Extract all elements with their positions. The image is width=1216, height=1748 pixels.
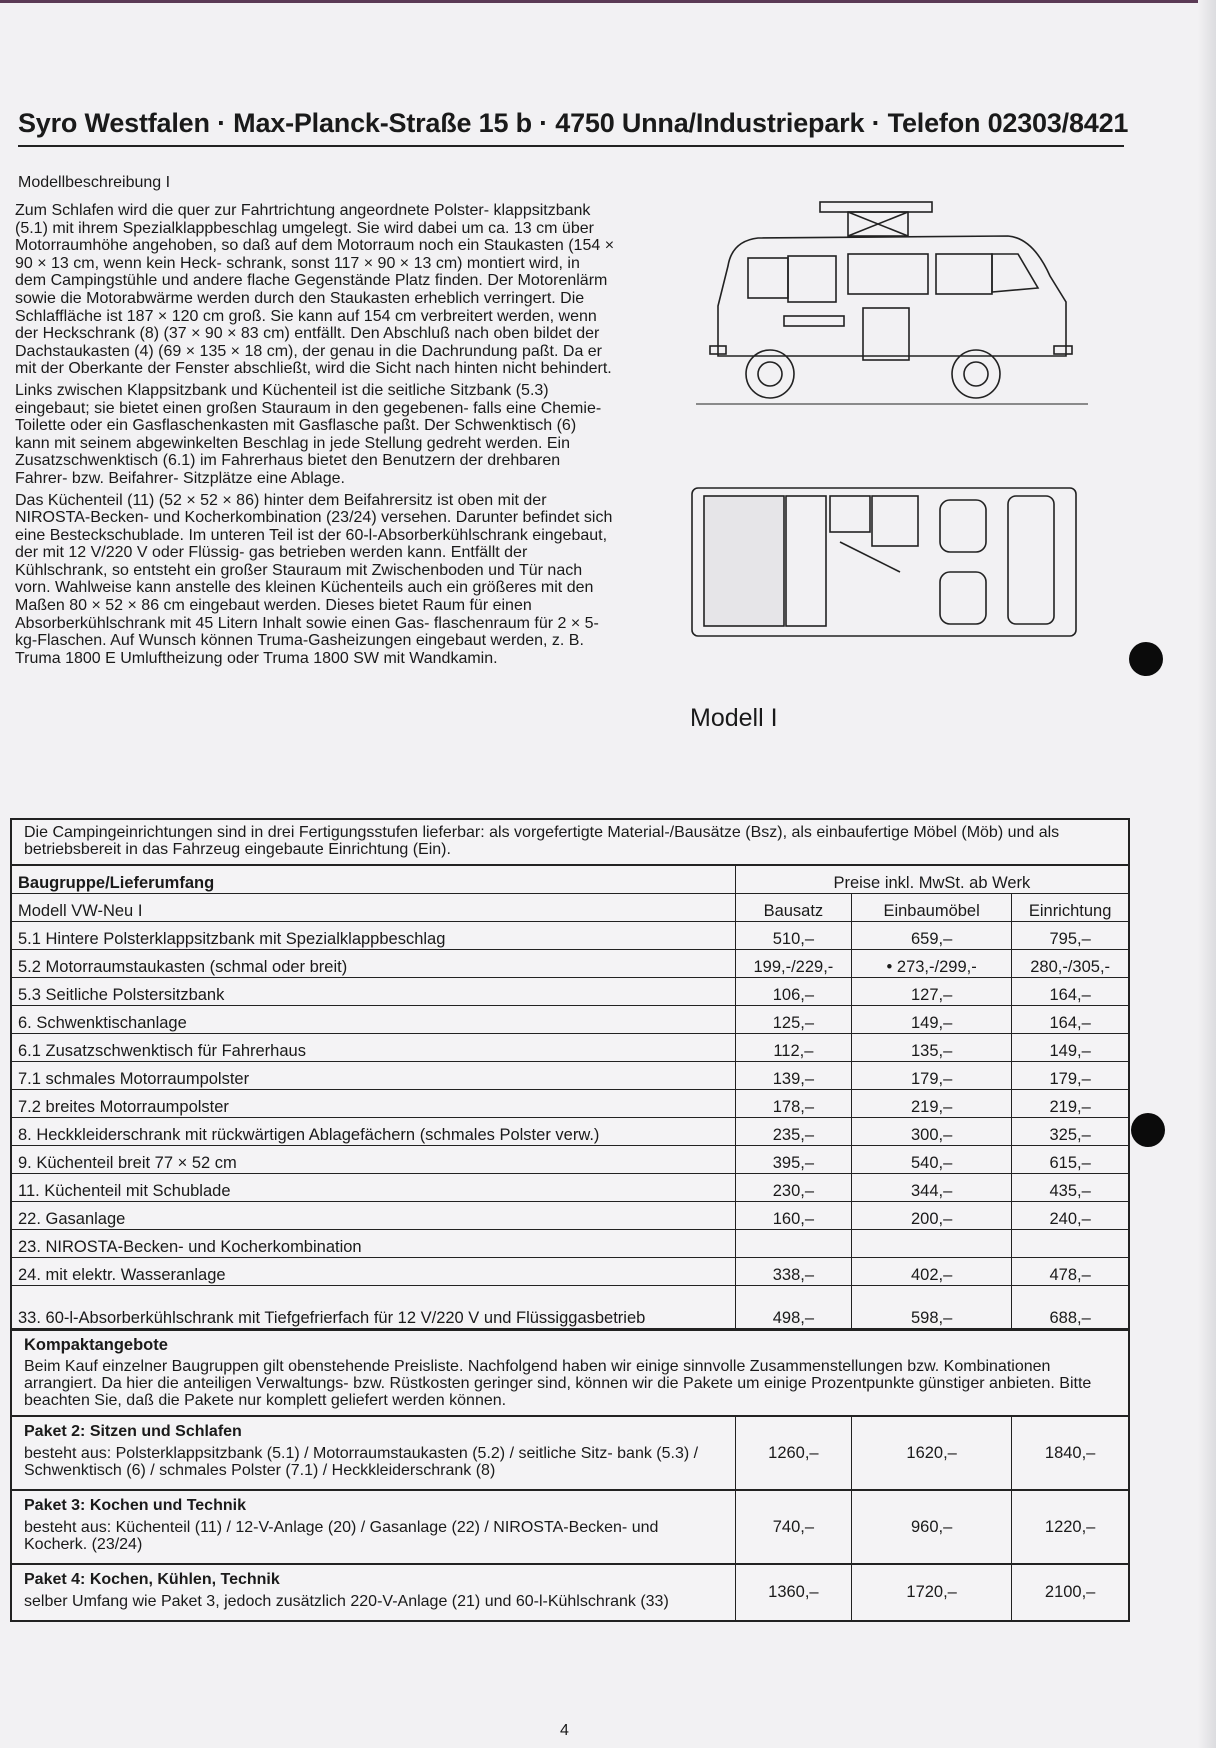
row-label: 6.1 Zusatzschwenktisch für Fahrerhaus <box>12 1034 735 1062</box>
package-row <box>12 1490 1128 1564</box>
compact-offers-text: Beim Kauf einzelner Baugruppen gilt obenstehende Preisliste. Nachfolgend haben wir einige sinnvolle Zusammenstellungen bzw. Kombinationen arrangiert. Da hier die anteiligen Verwaltungs- bzw. Rüstkosten geringer sind, können wir die Pakete um einige Prozentpunkte günstiger anbieten. Bitte beachten Sie, daß die Pakete nur komplett geliefert werden können. <box>24 1358 1092 1409</box>
price-einrichtung: 1840,– <box>1012 1416 1128 1490</box>
price-einbaumoebel: 200,– <box>851 1202 1011 1230</box>
price-bausatz: 510,– <box>735 922 851 950</box>
price-einrichtung: 435,– <box>1012 1174 1128 1202</box>
price-einbaumoebel: 127,– <box>851 978 1011 1006</box>
price-bausatz: 230,– <box>735 1174 851 1202</box>
model-row-label: Modell VW-Neu I <box>12 894 735 922</box>
row-label: 11. Küchenteil mit Schublade <box>12 1174 735 1202</box>
table-row <box>12 950 1128 978</box>
price-bausatz: 112,– <box>735 1034 851 1062</box>
page-top-border <box>0 0 1216 3</box>
price-bausatz: 139,– <box>735 1062 851 1090</box>
description-paragraph: Zum Schlafen wird die quer zur Fahrtrichtung angeordnete Polster- klappsitzbank (5.1) mit ihrem Spezialklappbeschlag umgelegt. Sie wird dabei um ca. 13 cm über Motorraumhöhe angehoben, so daß auf dem Motorraum noch ein Staukasten (154 × 90 × 13 cm, wenn kein Heck- schrank, sonst 117 × 90 × 13 cm) montiert wird, in dem Campingstühle und andere flache Gegenstände Platz finden. Der Motorenlärm sowie die Motorabwärme werden durch den Staukasten erheblich verringert. Die Schlaffläche ist 187 × 120 cm groß. Sie kann auf 154 cm verbreitert werden, wenn der Heckschrank (8) (37 × 90 × 83 cm) entfällt. Den Abschluß nach oben bildet der Dachstaukasten (4) (69 × 135 × 18 cm), der genau in die Dachrundung paßt. Da er mit der Oberkante der Fenster abschließt, wird die Sicht nach hinten nicht behindert. <box>15 202 615 378</box>
price-einrichtung: 688,– <box>1012 1286 1128 1329</box>
table-row <box>12 922 1128 950</box>
table-row <box>12 1202 1128 1230</box>
price-bausatz: 160,– <box>735 1202 851 1230</box>
van-floorplan-drawing <box>690 482 1080 642</box>
price-bausatz <box>735 1230 851 1258</box>
price-bausatz: 125,– <box>735 1006 851 1034</box>
package-row <box>12 1564 1128 1620</box>
price-einrichtung: 280,-/305,- <box>1012 950 1128 978</box>
price-einbaumoebel: • 273,-/299,- <box>851 950 1011 978</box>
price-einbaumoebel: 135,– <box>851 1034 1011 1062</box>
row-label: 9. Küchenteil breit 77 × 52 cm <box>12 1146 735 1174</box>
package-text: besteht aus: Küchenteil (11) / 12-V-Anlage (20) / Gasanlage (22) / NIROSTA-Becken- und Kocherk. (23/24) <box>24 1519 659 1553</box>
row-label: 5.2 Motorraumstaukasten (schmal oder breit) <box>12 950 735 978</box>
price-einbaumoebel: 659,– <box>851 922 1011 950</box>
price-einrichtung <box>1012 1230 1128 1258</box>
row-label: 7.1 schmales Motorraumpolster <box>12 1062 735 1090</box>
table-row <box>12 1090 1128 1118</box>
column-header-einrichtung: Einrichtung <box>1012 894 1128 922</box>
package-table <box>12 1415 1128 1620</box>
price-bausatz: 498,– <box>735 1286 851 1329</box>
table-row <box>12 1230 1128 1258</box>
price-bausatz: 338,– <box>735 1258 851 1286</box>
price-einbaumoebel: 402,– <box>851 1258 1011 1286</box>
package-title: Paket 3: Kochen und Technik <box>24 1497 246 1514</box>
table-row <box>12 1146 1128 1174</box>
package-text: selber Umfang wie Paket 3, jedoch zusätzlich 220-V-Anlage (21) und 60-l-Kühlschrank (33) <box>24 1593 669 1610</box>
table-row <box>12 1062 1128 1090</box>
price-einrichtung: 1220,– <box>1012 1490 1128 1564</box>
price-table <box>10 818 1130 1622</box>
price-einbaumoebel: 540,– <box>851 1146 1011 1174</box>
compact-offers <box>12 1329 1128 1415</box>
package-title: Paket 2: Sitzen und Schlafen <box>24 1423 242 1440</box>
row-label: 6. Schwenktischanlage <box>12 1006 735 1034</box>
page-edge-shadow <box>1198 0 1216 1748</box>
column-header-bausatz: Bausatz <box>735 894 851 922</box>
price-einbaumoebel <box>851 1230 1011 1258</box>
column-group-header: Baugruppe/Lieferumfang <box>12 866 735 894</box>
table-row <box>12 1034 1128 1062</box>
table-intro: Die Campingeinrichtungen sind in drei Fertigungsstufen lieferbar: als vorgefertigte Material-/Bausätze (Bsz), als einbaufertige Möbel (Möb) und als betriebsbereit in das Fahrzeug eingebaute Einrichtung (Ein). <box>12 820 1128 866</box>
description-paragraph: Links zwischen Klappsitzbank und Küchenteil ist die seitliche Sitzbank (5.3) eingebaut; sie bietet einen großen Stauraum in den gegebenen- falls eine Chemie-Toilette oder ein Gasflaschenkasten mit Gasflasche paßt. Der Schwenktisch (6) kann mit seinem abgewinkelten Beschlag in jede Stellung gedreht werden. Ein Zusatzschwenktisch (6.1) im Fahrerhaus bietet den Benutzern der drehbaren Fahrer- bzw. Beifahrer- Sitzplätze eine Ablage. <box>15 381 602 487</box>
price-einbaumoebel: 149,– <box>851 1006 1011 1034</box>
price-einbaumoebel: 1620,– <box>851 1416 1011 1490</box>
description-text <box>15 202 615 671</box>
price-bausatz: 199,-/229,- <box>735 950 851 978</box>
price-header: Preise inkl. MwSt. ab Werk <box>735 866 1128 894</box>
price-einrichtung: 149,– <box>1012 1034 1128 1062</box>
row-label: 7.2 breites Motorraumpolster <box>12 1090 735 1118</box>
price-bausatz: 106,– <box>735 978 851 1006</box>
package-row <box>12 1416 1128 1490</box>
price-bausatz: 1360,– <box>735 1564 851 1620</box>
price-einrichtung: 240,– <box>1012 1202 1128 1230</box>
row-label: 23. NIROSTA-Becken- und Kocherkombination <box>12 1230 735 1258</box>
punch-hole <box>1131 1113 1165 1147</box>
price-einbaumoebel: 1720,– <box>851 1564 1011 1620</box>
price-einrichtung: 615,– <box>1012 1146 1128 1174</box>
price-einbaumoebel: 300,– <box>851 1118 1011 1146</box>
row-label: 24. mit elektr. Wasseranlage <box>12 1258 735 1286</box>
package-text: besteht aus: Polsterklappsitzbank (5.1) / Motorraumstaukasten (5.2) / seitliche Sitz- bank (5.3) / Schwenktisch (6) / schmales Polster (7.1) / Heckkleiderschrank (8) <box>24 1445 699 1479</box>
price-einbaumoebel: 960,– <box>851 1490 1011 1564</box>
price-bausatz: 178,– <box>735 1090 851 1118</box>
price-einrichtung: 164,– <box>1012 978 1128 1006</box>
compact-offers-title: Kompaktangebote <box>24 1336 168 1354</box>
van-side-view-drawing <box>688 196 1098 411</box>
table-row <box>12 1118 1128 1146</box>
price-einrichtung: 179,– <box>1012 1062 1128 1090</box>
price-bausatz: 395,– <box>735 1146 851 1174</box>
price-einrichtung: 325,– <box>1012 1118 1128 1146</box>
price-list <box>12 866 1128 1329</box>
price-einrichtung: 2100,– <box>1012 1564 1128 1620</box>
price-bausatz: 1260,– <box>735 1416 851 1490</box>
table-row <box>12 978 1128 1006</box>
row-label: 22. Gasanlage <box>12 1202 735 1230</box>
model-description-label: Modellbeschreibung I <box>18 174 171 191</box>
punch-hole <box>1129 642 1163 676</box>
row-label: 5.3 Seitliche Polstersitzbank <box>12 978 735 1006</box>
page-number: 4 <box>560 1722 569 1739</box>
row-label: 8. Heckkleiderschrank mit rückwärtigen Ablagefächern (schmales Polster verw.) <box>12 1118 735 1146</box>
price-bausatz: 235,– <box>735 1118 851 1146</box>
row-label: 5.1 Hintere Polsterklappsitzbank mit Spezialklappbeschlag <box>12 922 735 950</box>
table-row <box>12 1258 1128 1286</box>
figure-caption: Modell I <box>690 704 778 732</box>
price-einbaumoebel: 219,– <box>851 1090 1011 1118</box>
table-row <box>12 1286 1128 1329</box>
price-einbaumoebel: 598,– <box>851 1286 1011 1329</box>
column-header-einbaumoebel: Einbaumöbel <box>851 894 1011 922</box>
price-einbaumoebel: 179,– <box>851 1062 1011 1090</box>
price-bausatz: 740,– <box>735 1490 851 1564</box>
price-einbaumoebel: 344,– <box>851 1174 1011 1202</box>
price-einrichtung: 164,– <box>1012 1006 1128 1034</box>
page-header: Syro Westfalen · Max-Planck-Straße 15 b · 4750 Unna/Industriepark · Telefon 02303/8421 <box>18 108 1124 147</box>
table-row <box>12 1174 1128 1202</box>
price-einrichtung: 219,– <box>1012 1090 1128 1118</box>
description-paragraph: Das Küchenteil (11) (52 × 52 × 86) hinter dem Beifahrersitz ist oben mit der NIROSTA-Becken- und Kocherkombination (23/24) versehen. Darunter befindet sich eine Besteckschublade. Im unteren Teil ist der 60-l-Absorberkühlschrank eingebaut, der mit 12 V/220 V oder Flüssig- gas betrieben werden kann. Entfällt der Kühlschrank, so entsteht ein großer Stauraum mit Zwischenboden und Tür nach vorn. Wahlweise kann anstelle des kleinen Küchenteils auch ein größeres mit den Maßen 80 × 52 × 86 cm eingebaut werden. Dieses bietet Raum für einen Absorberkühlschrank mit 45 Litern Inhalt sowie einen Gas- flaschenraum für 2 × 5-kg-Flaschen. Auf Wunsch können Truma-Gasheizungen eingebaut werden, z. B. Truma 1800 E Umluftheizung oder Truma 1800 SW mit Wandkamin. <box>15 491 613 667</box>
row-label: 33. 60-l-Absorberkühlschrank mit Tiefgefrierfach für 12 V/220 V und Flüssiggasbetrieb <box>12 1286 735 1329</box>
table-row <box>12 1006 1128 1034</box>
price-einrichtung: 795,– <box>1012 922 1128 950</box>
package-title: Paket 4: Kochen, Kühlen, Technik <box>24 1571 280 1588</box>
price-einrichtung: 478,– <box>1012 1258 1128 1286</box>
